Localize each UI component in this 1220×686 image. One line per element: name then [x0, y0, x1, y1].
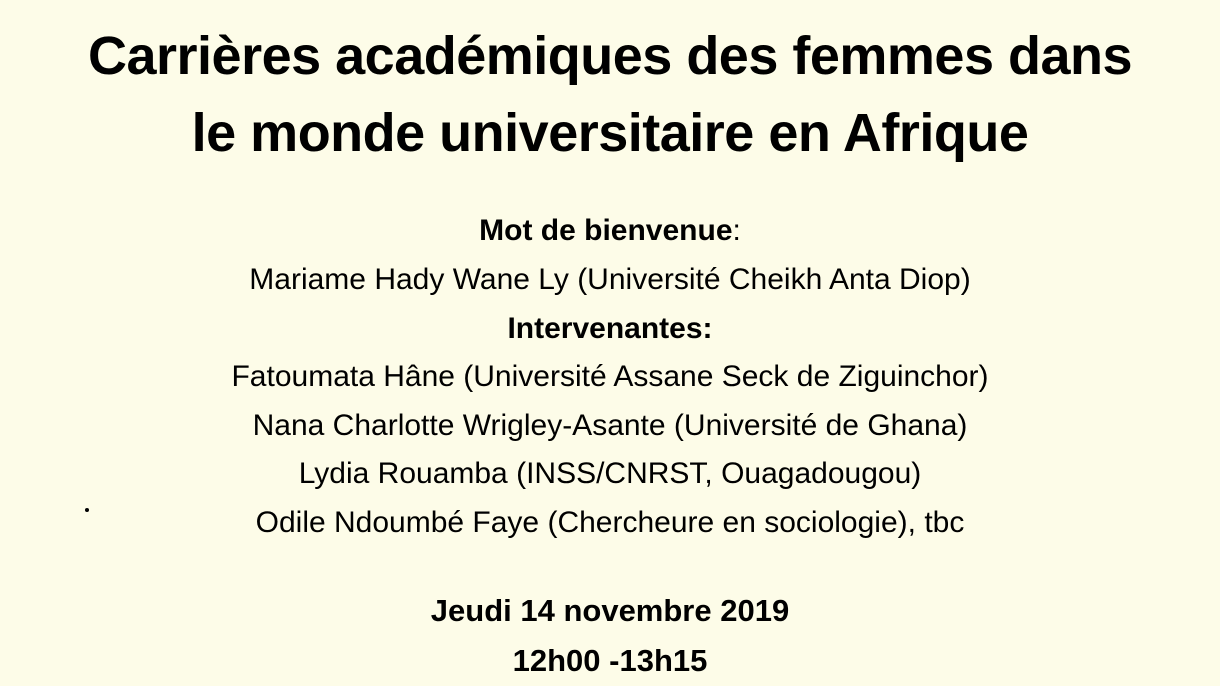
speaker-item: Lydia Rouamba (INSS/CNRST, Ouagadougou) — [298, 457, 922, 491]
welcome-label-row — [0, 207, 1220, 256]
slide-title — [0, 0, 1220, 171]
speaker-item: Odile Ndoumbé Faye (Chercheure en sociologie), tbc — [255, 505, 965, 539]
event-date: Jeudi 14 novembre 2019 — [430, 592, 790, 628]
stray-dot-mark — [85, 508, 89, 512]
welcome-label: Mot de bienvenue — [479, 214, 733, 248]
speakers-section — [0, 207, 1220, 547]
welcome-label-colon: : — [732, 214, 741, 248]
speakers-label: Intervenantes: — [507, 311, 713, 345]
schedule-section — [0, 588, 1220, 681]
speaker-item: Nana Charlotte Wrigley-Asante (Université de Ghana) — [252, 408, 968, 442]
welcome-person: Mariame Hady Wane Ly (Université Cheikh Anta Diop) — [249, 262, 971, 296]
title-line-1: Carrières académiques des femmes dans — [87, 26, 1133, 86]
title-line-2: le monde universitaire en Afrique — [191, 102, 1029, 163]
speaker-item: Fatoumata Hâne (Université Assane Seck de Ziguinchor) — [231, 360, 989, 394]
event-time: 12h00 -13h15 — [512, 643, 708, 678]
